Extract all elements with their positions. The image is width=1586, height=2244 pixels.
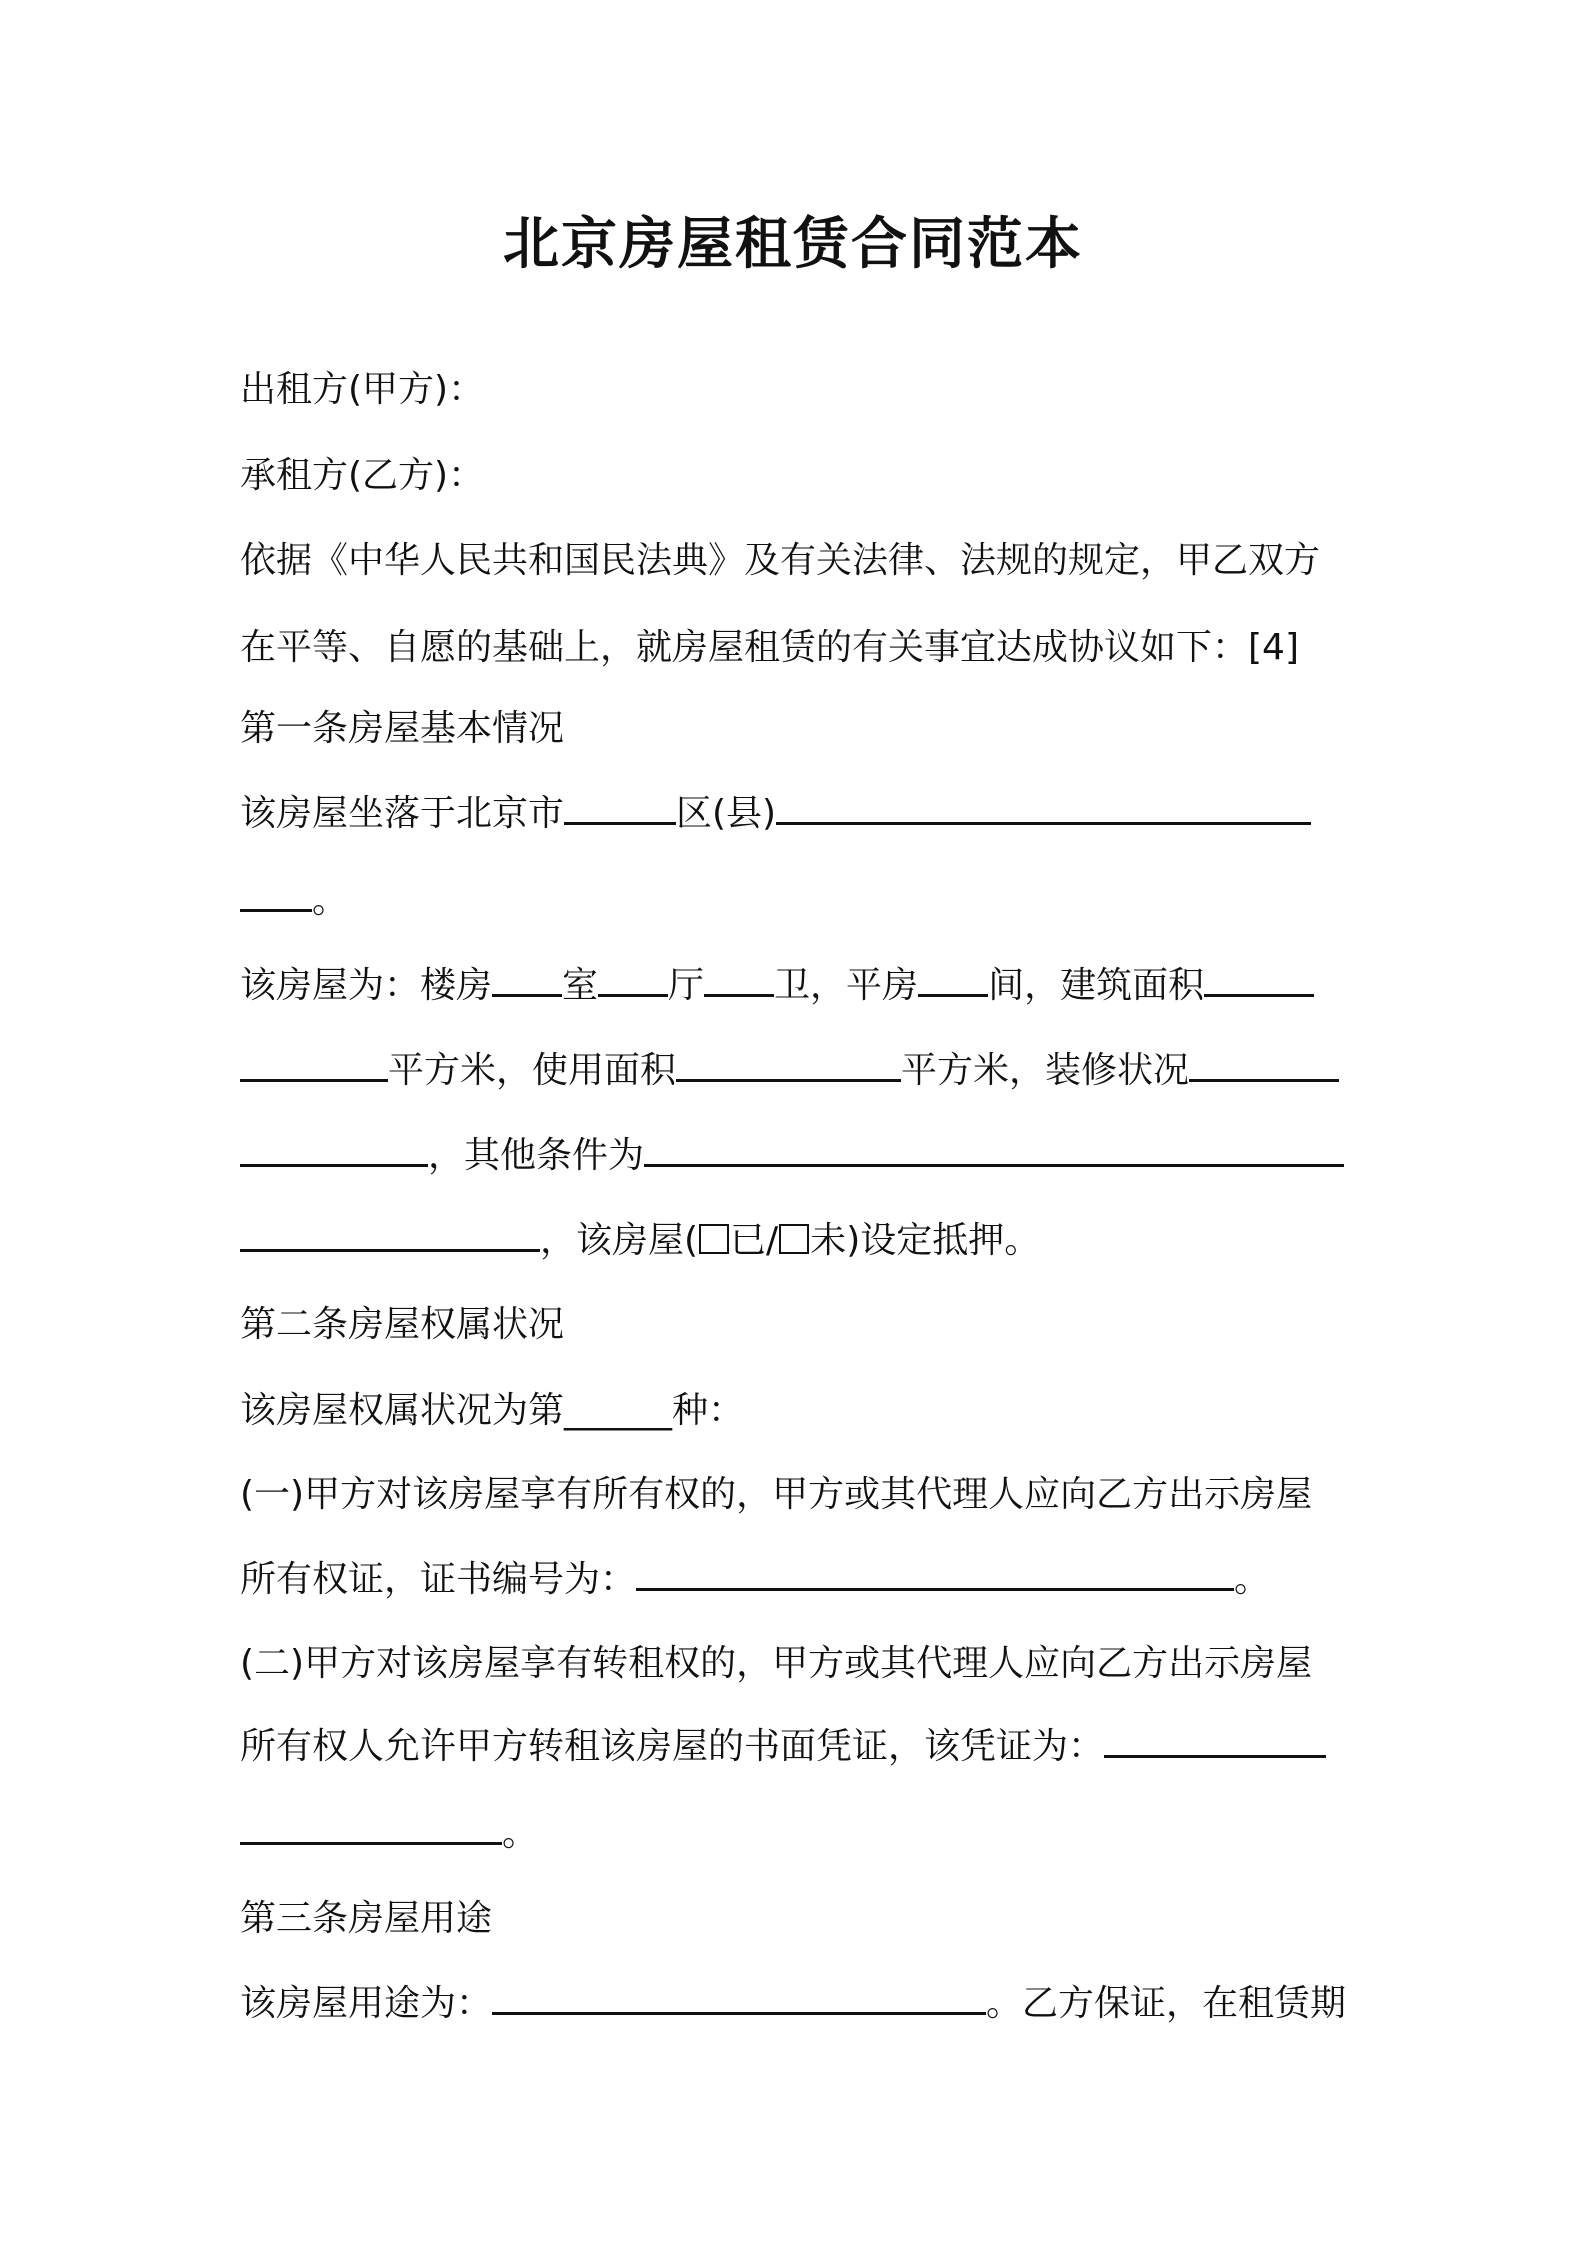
address-text-b: 区(县) — [676, 793, 777, 834]
mortgaged-checkbox[interactable] — [699, 1224, 729, 1254]
ownership-clause-2 — [240, 1640, 1355, 1688]
article-1-heading — [240, 705, 1355, 753]
ownership-clause-2-text: (二)甲方对该房屋享有转租权的，甲方或其代理人应向乙方出示房屋 — [240, 1643, 1313, 1684]
address-period: 。 — [312, 880, 349, 921]
usage-text-a: 该房屋用途为： — [240, 1983, 493, 2024]
area-line — [240, 1047, 1355, 1095]
decoration-blank-cont — [240, 1132, 428, 1167]
article-3-heading — [240, 1895, 1355, 1943]
area-text-b: 平方米，装修状况 — [901, 1050, 1190, 1091]
mortgage-text-b: 已/ — [730, 1220, 779, 1261]
document-title: 北京房屋租赁合同范本 — [503, 212, 1083, 277]
building-area-blank-cont — [240, 1047, 388, 1082]
rooms-blank — [492, 962, 562, 997]
article-3-title: 第三条房屋用途 — [240, 1898, 493, 1939]
conditions-blank — [644, 1132, 1344, 1167]
usage-line — [240, 1980, 1355, 2028]
not-mortgaged-checkbox[interactable] — [779, 1224, 809, 1254]
preamble-line-2 — [240, 624, 1355, 672]
article-2-title: 第二条房屋权属状况 — [240, 1304, 565, 1345]
certificate-line — [240, 1556, 1355, 1604]
ownership-type-text: 该房屋权属状况为第______种： — [240, 1390, 745, 1431]
usage-text-b: 。乙方保证，在租赁期 — [986, 1983, 1347, 2024]
address-line — [240, 790, 1355, 838]
preamble-text-1: 依据《中华人民共和国民法典》及有关法律、法规的规定，甲乙双方 — [240, 540, 1321, 581]
article-2-heading — [240, 1301, 1355, 1349]
sublease-proof-period: 。 — [502, 1813, 539, 1854]
preamble-text-2: 在平等、自愿的基础上，就房屋租赁的有关事宜达成协议如下：[4] — [240, 627, 1299, 668]
rooms-text-e: 间，建筑面积 — [988, 965, 1205, 1006]
usable-area-blank — [676, 1047, 901, 1082]
rooms-text-d: 卫，平房 — [774, 965, 919, 1006]
sublease-proof-line — [240, 1723, 1355, 1771]
sublease-proof-blank-cont — [240, 1810, 502, 1845]
sublease-proof-line-cont — [240, 1810, 1355, 1858]
ownership-clause-1 — [240, 1471, 1355, 1519]
address-blank-cont — [240, 877, 312, 912]
rooms-text-b: 室 — [562, 965, 599, 1006]
lessor-label: 出租方(甲方)： — [240, 369, 485, 410]
conditions-blank-cont — [240, 1217, 540, 1252]
halls-blank — [598, 962, 668, 997]
conditions-line — [240, 1132, 1355, 1180]
address-blank — [776, 790, 1311, 825]
certificate-text: 所有权证，证书编号为： — [240, 1559, 637, 1600]
address-line-cont — [240, 877, 1355, 925]
decoration-blank — [1189, 1047, 1339, 1082]
bungalow-blank — [918, 962, 988, 997]
sublease-proof-text: 所有权人允许甲方转租该房屋的书面凭证，该凭证为： — [240, 1726, 1105, 1767]
building-area-blank — [1204, 962, 1314, 997]
mortgage-line — [240, 1217, 1355, 1265]
certificate-period: 。 — [1234, 1559, 1271, 1600]
rooms-line — [240, 962, 1355, 1010]
baths-blank — [704, 962, 774, 997]
ownership-clause-1-text: (一)甲方对该房屋享有所有权的，甲方或其代理人应向乙方出示房屋 — [240, 1474, 1313, 1515]
usage-blank — [492, 1980, 986, 2015]
address-text-a: 该房屋坐落于北京市 — [240, 793, 565, 834]
lessee-label: 承租方(乙方)： — [240, 455, 485, 496]
area-text-a: 平方米，使用面积 — [388, 1050, 677, 1091]
preamble-line-1 — [240, 537, 1355, 585]
lessee-line — [240, 452, 1355, 500]
certificate-number-blank — [636, 1556, 1234, 1591]
rooms-text-c: 厅 — [668, 965, 705, 1006]
ownership-type-line — [240, 1387, 1355, 1435]
article-1-title: 第一条房屋基本情况 — [240, 708, 565, 749]
sublease-proof-blank — [1104, 1723, 1326, 1758]
rooms-text-a: 该房屋为：楼房 — [240, 965, 493, 1006]
mortgage-text-c: 未)设定抵押。 — [810, 1220, 1041, 1261]
lessor-line — [240, 366, 1355, 414]
conditions-text: ，其他条件为 — [428, 1135, 645, 1176]
mortgage-text-a: ，该房屋( — [540, 1220, 699, 1261]
district-blank — [564, 790, 676, 825]
